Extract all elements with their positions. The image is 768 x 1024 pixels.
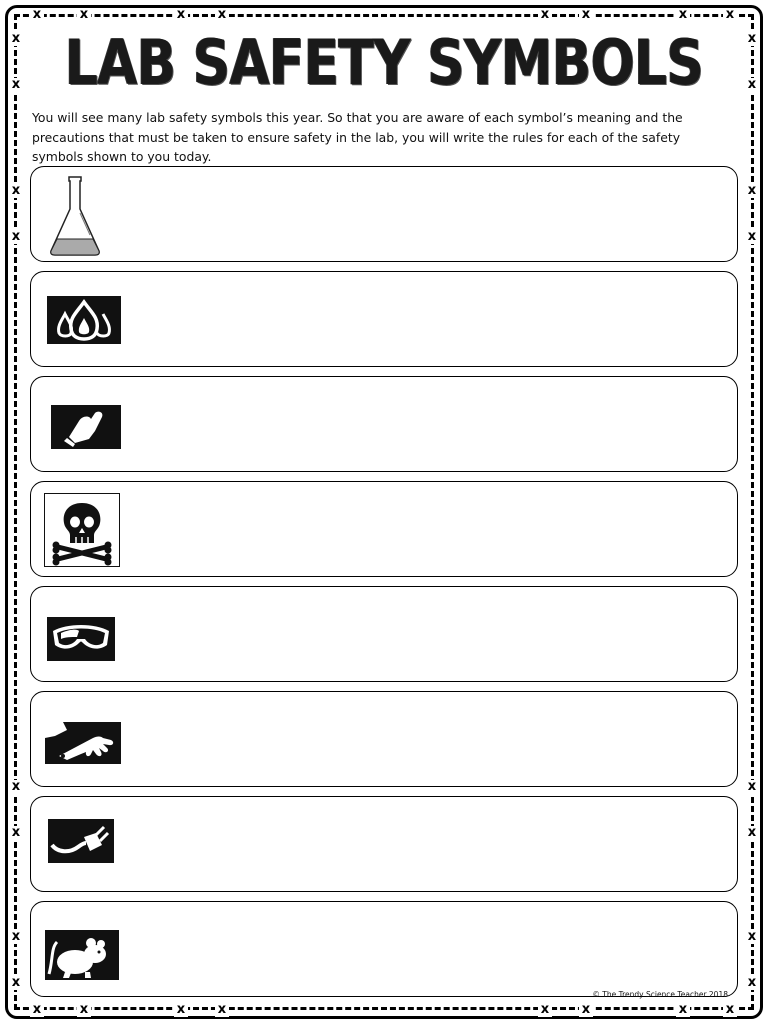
border-x-mark: x [676,8,690,22]
border-x-mark: x [174,8,188,22]
eye-goggles-icon [47,617,115,661]
border-x-mark: x [9,78,23,92]
border-x-mark: x [9,32,23,46]
border-x-mark: x [9,826,23,840]
answer-box-animal-safety[interactable] [30,901,738,997]
answer-box-thermal[interactable] [30,376,738,472]
border-x-mark: x [174,1003,188,1017]
border-x-mark: x [538,8,552,22]
intro-paragraph: You will see many lab safety symbols this year. So that you are aware of each symbol’s meaning and the precautions that must be taken to ensure safety in the lab, you will write the rules for each of the safety symbols shown to you today. [32,110,683,164]
hand-safety-icon [45,716,121,764]
copyright-notice: © The Trendy Science Teacher 2018 [592,990,728,999]
poison-skull-crossbones-icon [44,493,120,567]
border-x-mark: x [77,1003,91,1017]
border-x-mark: x [745,32,759,46]
border-x-mark: x [9,184,23,198]
answer-box-glassware[interactable] [30,166,738,262]
answer-box-open-flame[interactable] [30,271,738,367]
border-x-mark: x [9,230,23,244]
border-x-mark: x [745,184,759,198]
border-x-mark: x [9,976,23,990]
border-x-mark: x [745,78,759,92]
animal-safety-icon [45,930,119,980]
answer-box-eye-safety[interactable] [30,586,738,682]
border-x-mark: x [215,8,229,22]
border-x-mark: x [30,8,44,22]
open-flame-icon [47,296,121,344]
border-x-mark: x [745,230,759,244]
border-x-mark: x [9,780,23,794]
answer-box-hand-safety[interactable] [30,691,738,787]
page-title: LAB SAFETY SYMBOLS [64,26,704,99]
glassware-flask-icon [47,173,103,257]
border-x-mark: x [723,8,737,22]
border-x-mark: x [745,976,759,990]
thermal-mitt-icon [51,405,121,449]
border-x-mark: x [9,930,23,944]
border-x-mark: x [215,1003,229,1017]
border-x-mark: x [723,1003,737,1017]
border-x-mark: x [579,8,593,22]
border-x-mark: x [538,1003,552,1017]
answer-box-poison[interactable] [30,481,738,577]
border-x-mark: x [579,1003,593,1017]
electrical-plug-icon [48,819,114,863]
border-x-mark: x [745,780,759,794]
border-x-mark: x [30,1003,44,1017]
answer-box-electrical[interactable] [30,796,738,892]
border-x-mark: x [745,930,759,944]
border-x-mark: x [676,1003,690,1017]
border-x-mark: x [745,826,759,840]
border-x-mark: x [77,8,91,22]
